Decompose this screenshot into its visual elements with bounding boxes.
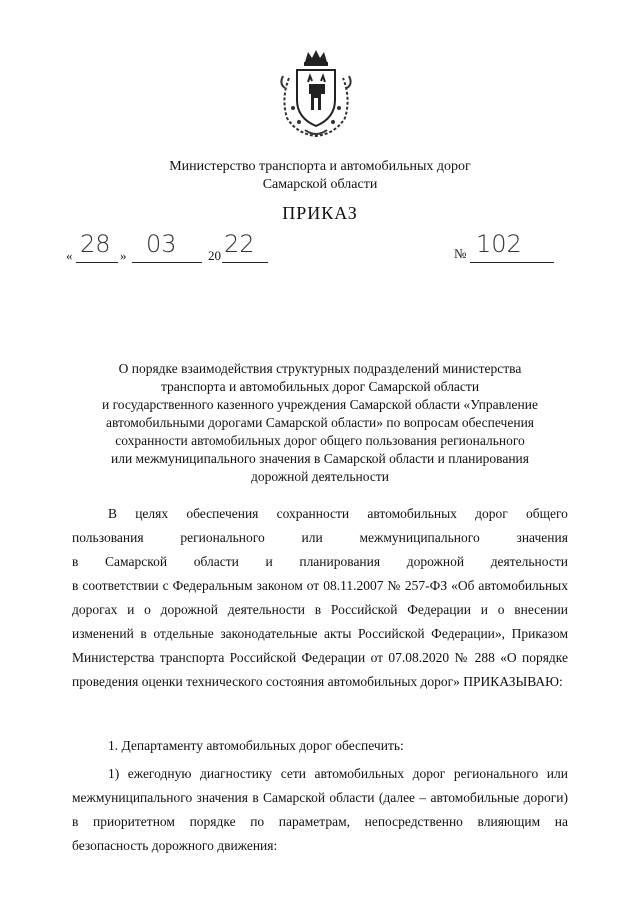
subject-line: О порядке взаимодействия структурных подразделений министерства [118, 361, 522, 376]
body-line-2: пользования регионального или межмуниципального значения [72, 530, 568, 545]
date-close-quote: » [120, 248, 127, 263]
order-item-1-1: 1) ежегодную диагностику сети автомобильных дорог регионального или межмуниципального значения в Самарской области (далее – автомобильные дороги) в приоритетном порядке по параметрам, непосредственно влияющим на безопасность дорожного движения: [72, 766, 568, 853]
ministry-name-line1: Министерство транспорта и автомобильных дорог [169, 159, 471, 174]
ministry-name-line2: Самарской области [262, 177, 378, 192]
document-title: ПРИКАЗ [282, 203, 358, 223]
body-paragraph-1 [72, 502, 568, 694]
subject-line: транспорта и автомобильных дорог Самарской области [160, 379, 480, 394]
subject-line: дорожной деятельности [251, 469, 389, 484]
body-line-1: В целях обеспечения сохранности автомобильных дорог общего [108, 506, 568, 521]
number-label: № [454, 246, 467, 261]
date-open-quote: « [66, 248, 73, 263]
date-year-underline [222, 262, 268, 263]
date-month: 03 [146, 230, 177, 258]
date-day: 28 [80, 230, 111, 258]
date-month-underline [132, 262, 202, 263]
body-line-3: в Самарской области и планирования дорожной деятельности [72, 554, 568, 569]
date-year-prefix: 20 [208, 248, 221, 263]
date-day-underline [76, 262, 118, 263]
body-paragraph-1-rest: в соответствии с Федеральным законом от 08.11.2007 № 257-ФЗ «Об автомобильных дорогах и о дорожной деятельности в Российской Федерации и о внесении изменений в отдельные законодательные акты Российской Федерации», Приказом Министерства транспорта Российской Федерации от 07.08.2020 № 288 «О порядке проведения оценки технического состояния автомобильных дорог» ПРИКАЗЫВАЮ: [72, 578, 568, 689]
coat-of-arms-emblem [275, 48, 357, 140]
subject-line: и государственного казенного учреждения Самарской области «Управление [102, 397, 538, 412]
subject-line: сохранности автомобильных дорог общего пользования регионального [115, 433, 525, 448]
date-year-suffix: 22 [224, 230, 255, 258]
document-number: 102 [476, 230, 522, 258]
number-underline [470, 262, 554, 263]
subject-line: автомобильными дорогами Самарской области» по вопросам обеспечения [106, 415, 534, 430]
document-subject [80, 360, 560, 486]
subject-line: или межмуниципального значения в Самарской области и планирования [111, 451, 529, 466]
order-item-1: 1. Департаменту автомобильных дорог обеспечить: [108, 738, 404, 753]
date-number-row [62, 232, 582, 268]
